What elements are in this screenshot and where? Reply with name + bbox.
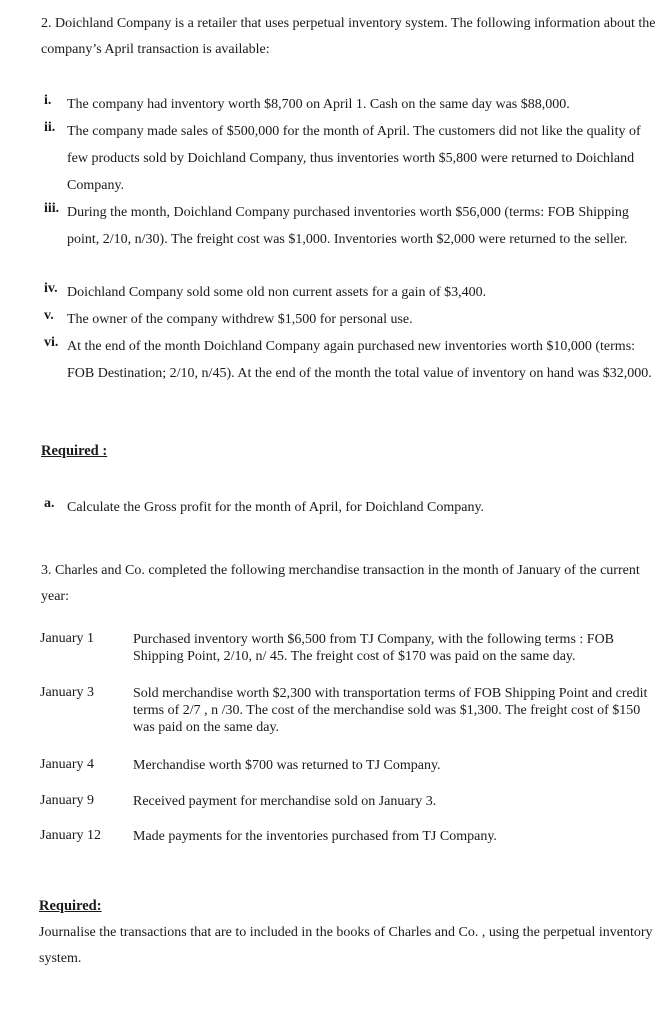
transaction-text: Merchandise worth $700 was returned to TJ Company. xyxy=(133,758,441,773)
transaction-date: January 9 xyxy=(40,793,95,808)
transaction-text: Purchased inventory worth $6,500 from TJ Company, with the following terms : FOB Shipping Point, 2/10, n/ 45. The freight cost of $170 was paid on the same day. xyxy=(133,632,615,664)
item-text: During the month, Doichland Company purchased inventories worth $56,000 (terms: FOB Shipping point, 2/10, n/30). The freight cost was $1,000. Inventories worth $2,000 were returned to the seller. xyxy=(67,205,629,247)
q3-required-heading: Required: xyxy=(39,898,102,914)
item-number: vi. xyxy=(44,335,59,350)
item-number: ii. xyxy=(44,120,56,135)
item-text: Calculate the Gross profit for the month of April, for Doichland Company. xyxy=(67,500,485,515)
q3-intro: 3. Charles and Co. completed the following merchandise transaction in the month of January of the current year: xyxy=(41,563,640,604)
transaction-text: Made payments for the inventories purchased from TJ Company. xyxy=(133,829,497,844)
transaction-date: January 3 xyxy=(40,685,95,700)
item-letter: a. xyxy=(44,496,55,511)
item-text: The company had inventory worth $8,700 on April 1. Cash on the same day was $88,000. xyxy=(67,97,570,112)
transaction-date: January 1 xyxy=(40,631,95,646)
item-number: v. xyxy=(44,308,54,323)
q3-required-text: Journalise the transactions that are to included in the books of Charles and Co. , using the perpetual inventory system. xyxy=(39,925,653,966)
item-number: iii. xyxy=(44,201,60,216)
item-number: i. xyxy=(44,93,52,108)
q2-intro: 2. Doichland Company is a retailer that uses perpetual inventory system. The following information about the company’s April transaction is available: xyxy=(41,16,656,57)
item-text: The company made sales of $500,000 for the month of April. The customers did not like the quality of few products sold by Doichland Company, thus inventories worth $5,800 were returned to Doichland Company. xyxy=(67,124,641,193)
transaction-date: January 12 xyxy=(40,828,102,843)
q2-required-heading: Required : xyxy=(41,443,108,459)
item-text: The owner of the company withdrew $1,500 for personal use. xyxy=(67,312,413,327)
item-number: iv. xyxy=(44,281,58,296)
transaction-text: Received payment for merchandise sold on January 3. xyxy=(133,794,437,809)
transaction-text: Sold merchandise worth $2,300 with transportation terms of FOB Shipping Point and credit terms of 2/7 , n /30. The cost of the merchandise sold was $1,300. The freight cost of $150 was paid on the same day. xyxy=(133,686,648,735)
item-text: Doichland Company sold some old non current assets for a gain of $3,400. xyxy=(67,285,487,300)
transaction-date: January 4 xyxy=(40,757,95,772)
item-text: At the end of the month Doichland Company again purchased new inventories worth $10,000 (terms: FOB Destination; 2/10, n/45). At the end of the month the total value of inventory on hand was $32,000. xyxy=(67,339,652,381)
